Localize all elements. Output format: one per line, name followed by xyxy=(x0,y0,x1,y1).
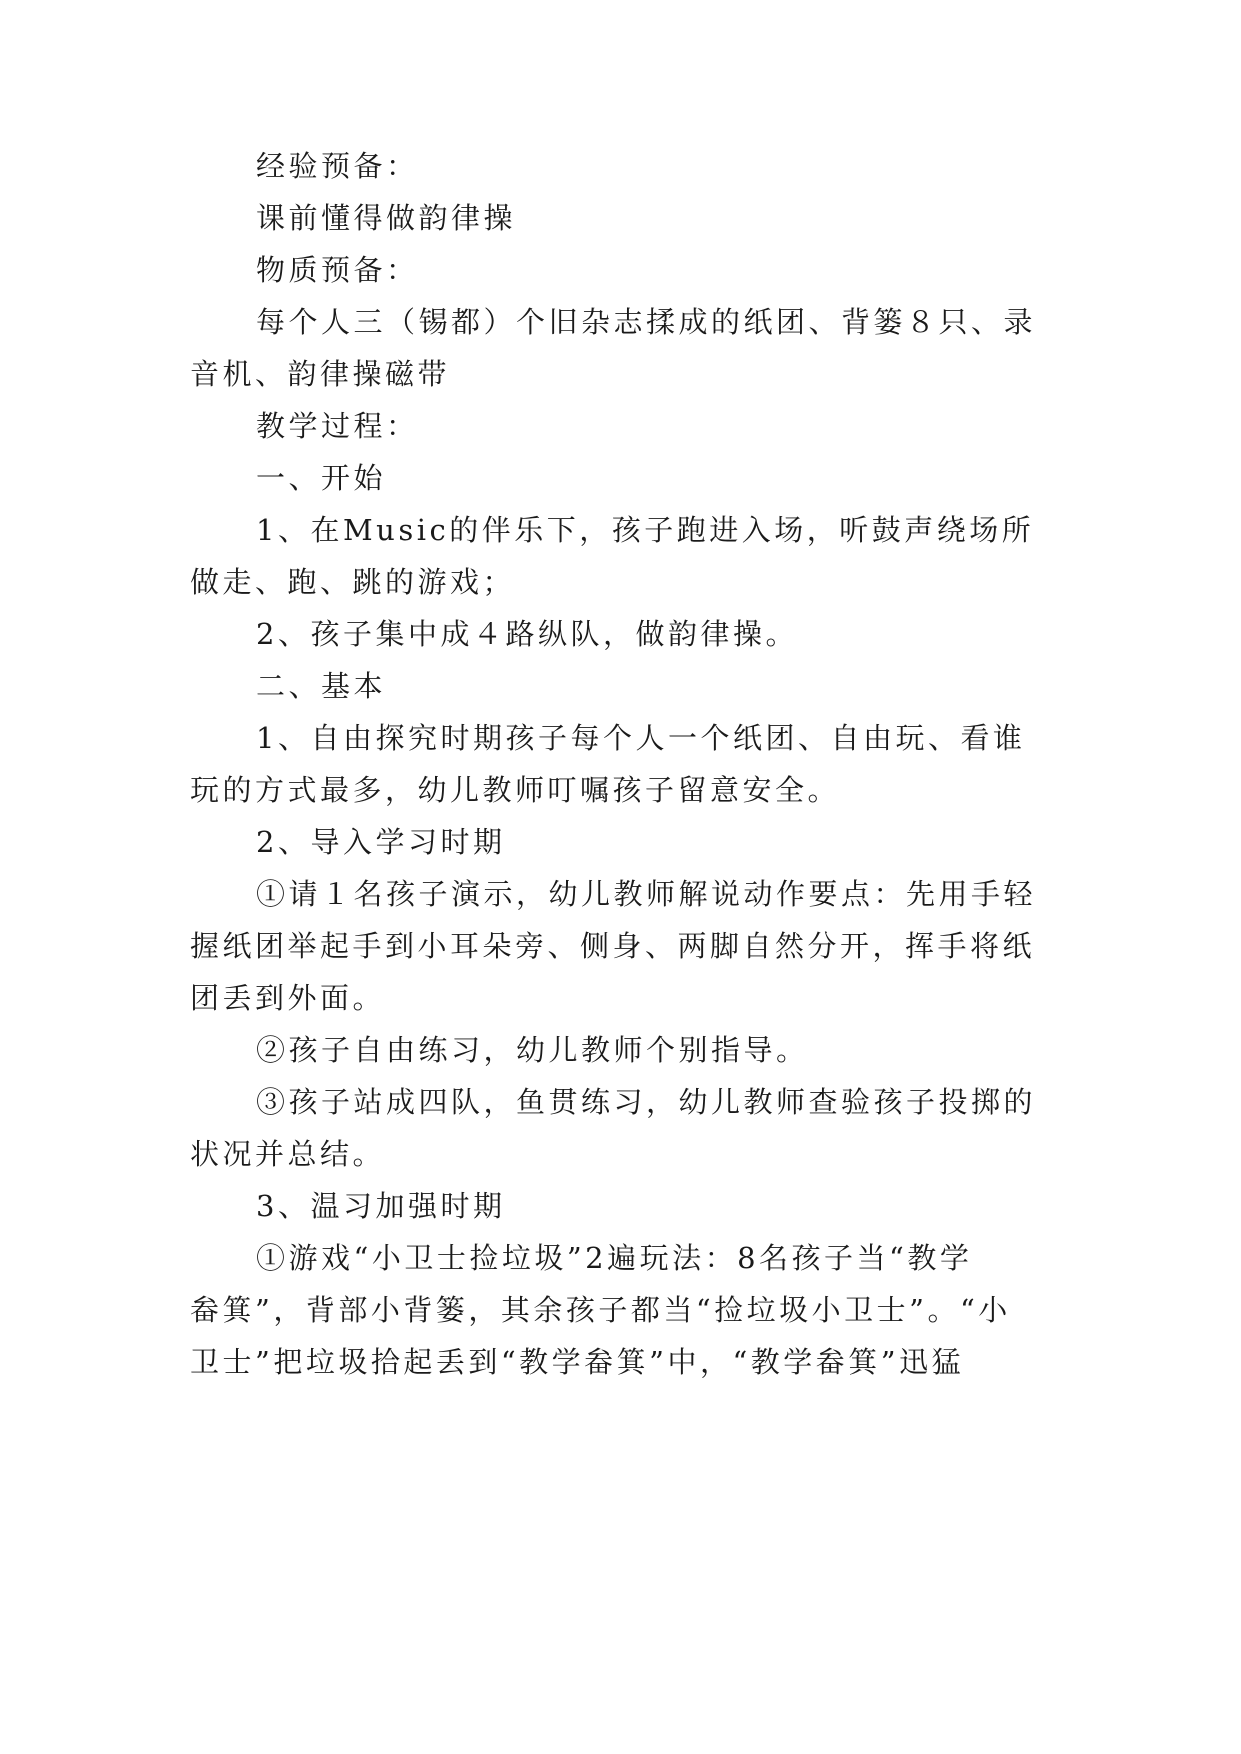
text-line: 握纸团举起手到小耳朵旁、侧身、两脚自然分开，挥手将纸 xyxy=(190,929,1036,963)
text-line: ①游戏“小卫士捡垃圾”2遍玩法：8名孩子当“教学 xyxy=(256,1241,973,1275)
text-line: 2、孩子集中成４路纵队，做韵律操。 xyxy=(256,617,798,651)
paragraph xyxy=(190,1021,1050,1079)
paragraph xyxy=(190,1073,1050,1183)
paragraph xyxy=(190,137,1050,195)
text-line: ②孩子自由练习，幼儿教师个别指导。 xyxy=(256,1033,809,1067)
text-line: 卫士”把垃圾拾起丢到“教学畚箕”中，“教学畚箕”迅猛 xyxy=(190,1345,965,1379)
text-line: 物质预备： xyxy=(256,253,419,287)
paragraph xyxy=(190,293,1050,403)
text-line: 音机、韵律操磁带 xyxy=(190,357,451,391)
paragraph xyxy=(190,241,1050,299)
paragraph xyxy=(190,709,1050,819)
text-line: 每个人三（锡都）个旧杂志揉成的纸团、背篓８只、录 xyxy=(256,305,1037,339)
paragraph xyxy=(190,449,1050,507)
text-line: 课前懂得做韵律操 xyxy=(256,201,517,235)
text-line: 经验预备： xyxy=(256,149,419,183)
text-line: 做走、跑、跳的游戏； xyxy=(190,565,516,599)
text-line: 畚箕”，背部小背篓，其余孩子都当“捡垃圾小卫士”。“小 xyxy=(190,1293,1011,1327)
text-line: ①请１名孩子演示，幼儿教师解说动作要点：先用手轻 xyxy=(256,877,1037,911)
text-line: 状况并总结。 xyxy=(190,1137,386,1171)
text-line: 二、基本 xyxy=(256,669,387,703)
paragraph xyxy=(190,605,1050,663)
text-line: 团丢到外面。 xyxy=(190,981,386,1015)
paragraph xyxy=(190,813,1050,871)
text-line: 1、自由探究时期孩子每个人一个纸团、自由玩、看谁 xyxy=(256,721,1026,755)
text-line: 玩的方式最多，幼儿教师叮嘱孩子留意安全。 xyxy=(190,773,841,807)
paragraph xyxy=(190,1177,1050,1235)
text-line: ③孩子站成四队，鱼贯练习，幼儿教师查验孩子投掷的 xyxy=(256,1085,1037,1119)
text-line: 1、在Music的伴乐下，孩子跑进入场，听鼓声绕场所 xyxy=(256,513,1035,547)
text-line: 教学过程： xyxy=(256,409,419,443)
paragraph xyxy=(190,657,1050,715)
paragraph xyxy=(190,397,1050,455)
text-line: 3、温习加强时期 xyxy=(256,1189,506,1223)
text-line: 2、导入学习时期 xyxy=(256,825,506,859)
paragraph xyxy=(190,1229,1050,1391)
text-line: 一、开始 xyxy=(256,461,387,495)
paragraph xyxy=(190,501,1050,611)
paragraph xyxy=(190,865,1050,1027)
paragraph xyxy=(190,189,1050,247)
